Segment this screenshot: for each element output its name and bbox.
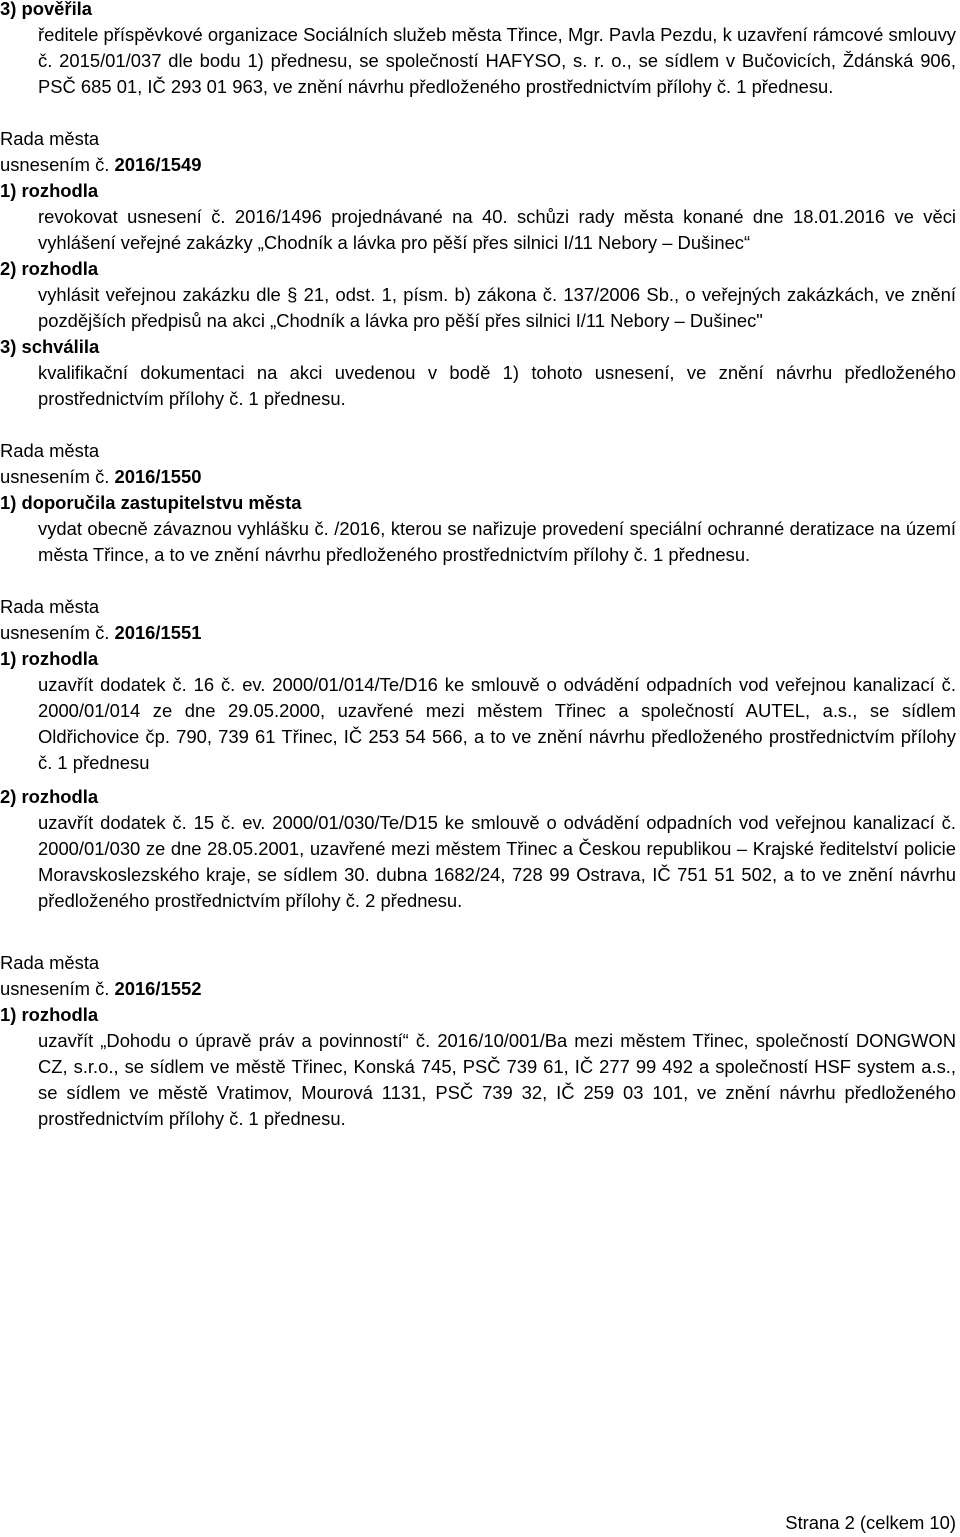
resolution-number-line — [0, 152, 960, 178]
resolution-label: usnesením č. — [0, 622, 110, 643]
resolution-block — [0, 126, 960, 412]
item-text: vyhlásit veřejnou zakázku dle § 21, odst. 1, písm. b) zákona č. 137/2006 Sb., o veřejných zakázkách, ve znění pozdějších předpisů na akci „Chodník a lávka pro pěší přes silnici I/11 Nebory – Dušinec" — [38, 284, 956, 331]
council-label: Rada města — [0, 952, 100, 973]
item-verb: rozhodla — [21, 648, 99, 669]
resolution-number-line — [0, 464, 960, 490]
item-text: uzavřít „Dohodu o úpravě práv a povinností“ č. 2016/10/001/Ba mezi městem Třinec, společností DONGWON CZ, s.r.o., se sídlem ve městě Třinec, Konská 745, PSČ 739 61, IČ 277 99 492 a společností HSF system a.s., se sídlem ve městě Vratimov, Mourová 1131, PSČ 739 32, IČ 259 03 101, ve znění návrhu předloženého prostřednictvím přílohy č. 1 přednesu. — [38, 1030, 956, 1129]
resolution-block — [0, 438, 960, 568]
item-text: revokovat usnesení č. 2016/1496 projednávané na 40. schůzi rady města konané dne 18.01.2016 ve věci vyhlášení veřejné zakázky „Chodník a lávka pro pěší přes silnici I/11 Nebory – Dušinec“ — [38, 206, 956, 253]
intro-heading — [0, 0, 960, 22]
item-verb: doporučila zastupitelstvu města — [21, 492, 302, 513]
resolution-label: usnesením č. — [0, 466, 110, 487]
resolution-number-line — [0, 976, 960, 1002]
resolution-number: 2016/1550 — [114, 466, 202, 487]
item-text: uzavřít dodatek č. 15 č. ev. 2000/01/030/Te/D15 ke smlouvě o odvádění odpadních vod veřejnou kanalizací č. 2000/01/030 ze dne 28.05.2001, uzavřené mezi městem Třinec a Českou republikou – Krajské ředitelství policie Moravskoslezského kraje, se sídlem 30. dubna 1682/24, 728 99 Ostrava, IČ 751 51 502, a to ve znění návrhu předloženého prostřednictvím přílohy č. 2 přednesu. — [38, 812, 956, 911]
item-verb: rozhodla — [21, 258, 99, 279]
item-text: vydat obecně závaznou vyhlášku č. /2016, kterou se nařizuje provedení speciální ochranné deratizace na území města Třince, a to ve znění návrhu předloženého prostřednictvím přílohy č. 1 přednesu. — [38, 518, 956, 565]
resolution-block — [0, 950, 960, 1132]
resolution-label: usnesením č. — [0, 978, 110, 999]
item-verb: rozhodla — [21, 180, 99, 201]
intro-verb: pověřila — [21, 0, 93, 19]
item-number: 1) — [0, 180, 17, 201]
item-text: uzavřít dodatek č. 16 č. ev. 2000/01/014/Te/D16 ke smlouvě o odvádění odpadních vod veřejnou kanalizací č. 2000/01/014 ze dne 29.05.2000, uzavřené mezi městem Třinec a společností AUTEL, a.s., se sídlem Oldřichovice čp. 790, 739 61 Třinec, IČ 253 54 566, a to ve znění návrhu předloženého prostřednictvím přílohy č. 1 přednesu — [38, 674, 956, 773]
council-label: Rada města — [0, 128, 100, 149]
item-heading — [0, 646, 960, 672]
item-number: 1) — [0, 492, 17, 513]
intro-text: ředitele příspěvkové organizace Sociálních služeb města Třince, Mgr. Pavla Pezdu, k uzavření rámcové smlouvy č. 2015/01/037 dle bodu 1) přednesu, se společností HAFYSO, s. r. o., se sídlem v Bučovicích, Ždánská 906, PSČ 685 01, IČ 293 01 963, ve znění návrhu předloženého prostřednictvím přílohy č. 1 přednesu. — [38, 24, 956, 97]
item-number: 1) — [0, 648, 17, 669]
item-verb: schválila — [21, 336, 100, 357]
resolution-number: 2016/1549 — [114, 154, 202, 175]
resolution-number: 2016/1551 — [114, 622, 202, 643]
item-heading — [0, 1002, 960, 1028]
resolution-number-line — [0, 620, 960, 646]
resolution-label: usnesením č. — [0, 154, 110, 175]
council-label: Rada města — [0, 596, 100, 617]
intro-number: 3) — [0, 0, 17, 19]
item-number: 2) — [0, 258, 17, 279]
item-heading — [0, 334, 960, 360]
item-number: 1) — [0, 1004, 17, 1025]
item-heading — [0, 256, 960, 282]
item-heading — [0, 490, 960, 516]
resolution-block — [0, 594, 960, 914]
item-heading — [0, 784, 960, 810]
item-verb: rozhodla — [21, 1004, 99, 1025]
item-text: kvalifikační dokumentaci na akci uvedenou v bodě 1) tohoto usnesení, ve znění návrhu předloženého prostřednictvím přílohy č. 1 přednesu. — [38, 362, 956, 409]
page-footer: Strana 2 (celkem 10) — [785, 1512, 956, 1533]
resolution-number: 2016/1552 — [114, 978, 202, 999]
item-number: 2) — [0, 786, 17, 807]
council-label: Rada města — [0, 440, 100, 461]
item-verb: rozhodla — [21, 786, 99, 807]
item-number: 3) — [0, 336, 17, 357]
item-heading — [0, 178, 960, 204]
